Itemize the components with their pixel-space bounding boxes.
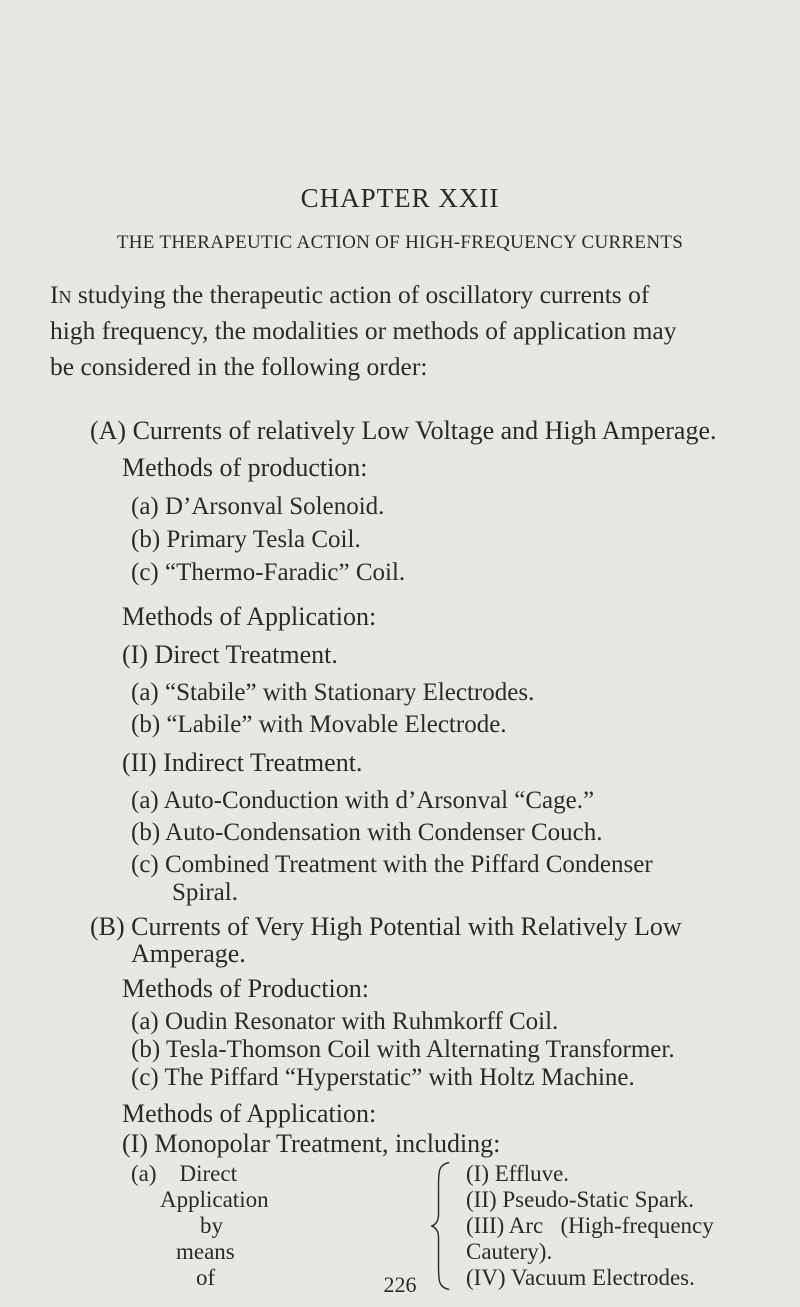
right-col-line-5: (IV) Vacuum Electrodes. xyxy=(466,1265,695,1290)
left-col-line-2: Application xyxy=(160,1187,269,1212)
section-b-heading: (B) Currents of Very High Potential with Relatively Low xyxy=(90,912,682,941)
right-col-line-2: (II) Pseudo-Static Spark. xyxy=(466,1187,695,1212)
right-col-line-1: (I) Effluve. xyxy=(466,1161,570,1186)
intro-paragraph xyxy=(50,277,750,385)
intro-lead-word: In xyxy=(50,280,72,309)
section-a-indirect-c2: Spiral. xyxy=(172,879,238,906)
section-a-indirect-a: (a) Auto-Conduction with d’Arsonval “Cage.” xyxy=(131,787,595,814)
section-a-prod-b: (b) Primary Tesla Coil. xyxy=(131,526,361,553)
section-a-heading: (A) Currents of relatively Low Voltage and High Amperage. xyxy=(90,416,717,445)
section-a-prod-c: (c) “Thermo-Faradic” Coil. xyxy=(131,559,406,586)
left-col-line-5: of xyxy=(196,1265,216,1290)
section-b-production: Methods of Production: xyxy=(122,974,369,1003)
section-a-indirect-b: (b) Auto-Condensation with Condenser Couch. xyxy=(131,819,603,846)
section-b-prod-c: (c) The Piffard “Hyperstatic” with Holtz Machine. xyxy=(131,1064,635,1091)
section-b-prod-a: (a) Oudin Resonator with Ruhmkorff Coil. xyxy=(131,1008,559,1035)
intro-line-1 xyxy=(50,277,750,313)
section-a-direct-a: (a) “Stabile” with Stationary Electrodes. xyxy=(131,679,535,706)
left-col-line-4: means xyxy=(176,1239,235,1264)
chapter-subtitle: THE THERAPEUTIC ACTION OF HIGH-FREQUENCY CURRENTS xyxy=(116,232,684,253)
section-a-direct: (I) Direct Treatment. xyxy=(122,640,338,669)
section-b-application: Methods of Application: xyxy=(122,1099,377,1128)
section-a-production: Methods of production: xyxy=(122,453,368,482)
section-a-application: Methods of Application: xyxy=(122,602,377,631)
section-b-heading-2: Amperage. xyxy=(131,939,246,968)
chapter-title: CHAPTER XXII xyxy=(300,183,500,213)
section-a-indirect-c: (c) Combined Treatment with the Piffard Condenser xyxy=(131,851,653,878)
section-b-prod-b: (b) Tesla-Thomson Coil with Alternating Transformer. xyxy=(131,1036,675,1063)
intro-line-1-text: studying the therapeutic action of oscillatory currents of xyxy=(77,280,650,309)
section-a-prod-a: (a) D’Arsonval Solenoid. xyxy=(131,493,385,520)
section-a-direct-b: (b) “Labile” with Movable Electrode. xyxy=(131,711,507,738)
section-a-indirect: (II) Indirect Treatment. xyxy=(122,748,363,777)
section-b-monopolar: (I) Monopolar Treatment, including: xyxy=(122,1129,501,1158)
left-col-line-3: by xyxy=(200,1213,223,1238)
intro-line-2: high frequency, the modalities or methods of application may xyxy=(50,316,677,345)
intro-line-3: be considered in the following order: xyxy=(50,352,428,381)
right-col-line-3: (III) Arc (High-frequency xyxy=(466,1213,714,1238)
page-number: 226 xyxy=(383,1272,417,1297)
left-col-line-1: (a) Direct xyxy=(131,1161,237,1186)
right-col-line-4: Cautery). xyxy=(466,1239,553,1264)
